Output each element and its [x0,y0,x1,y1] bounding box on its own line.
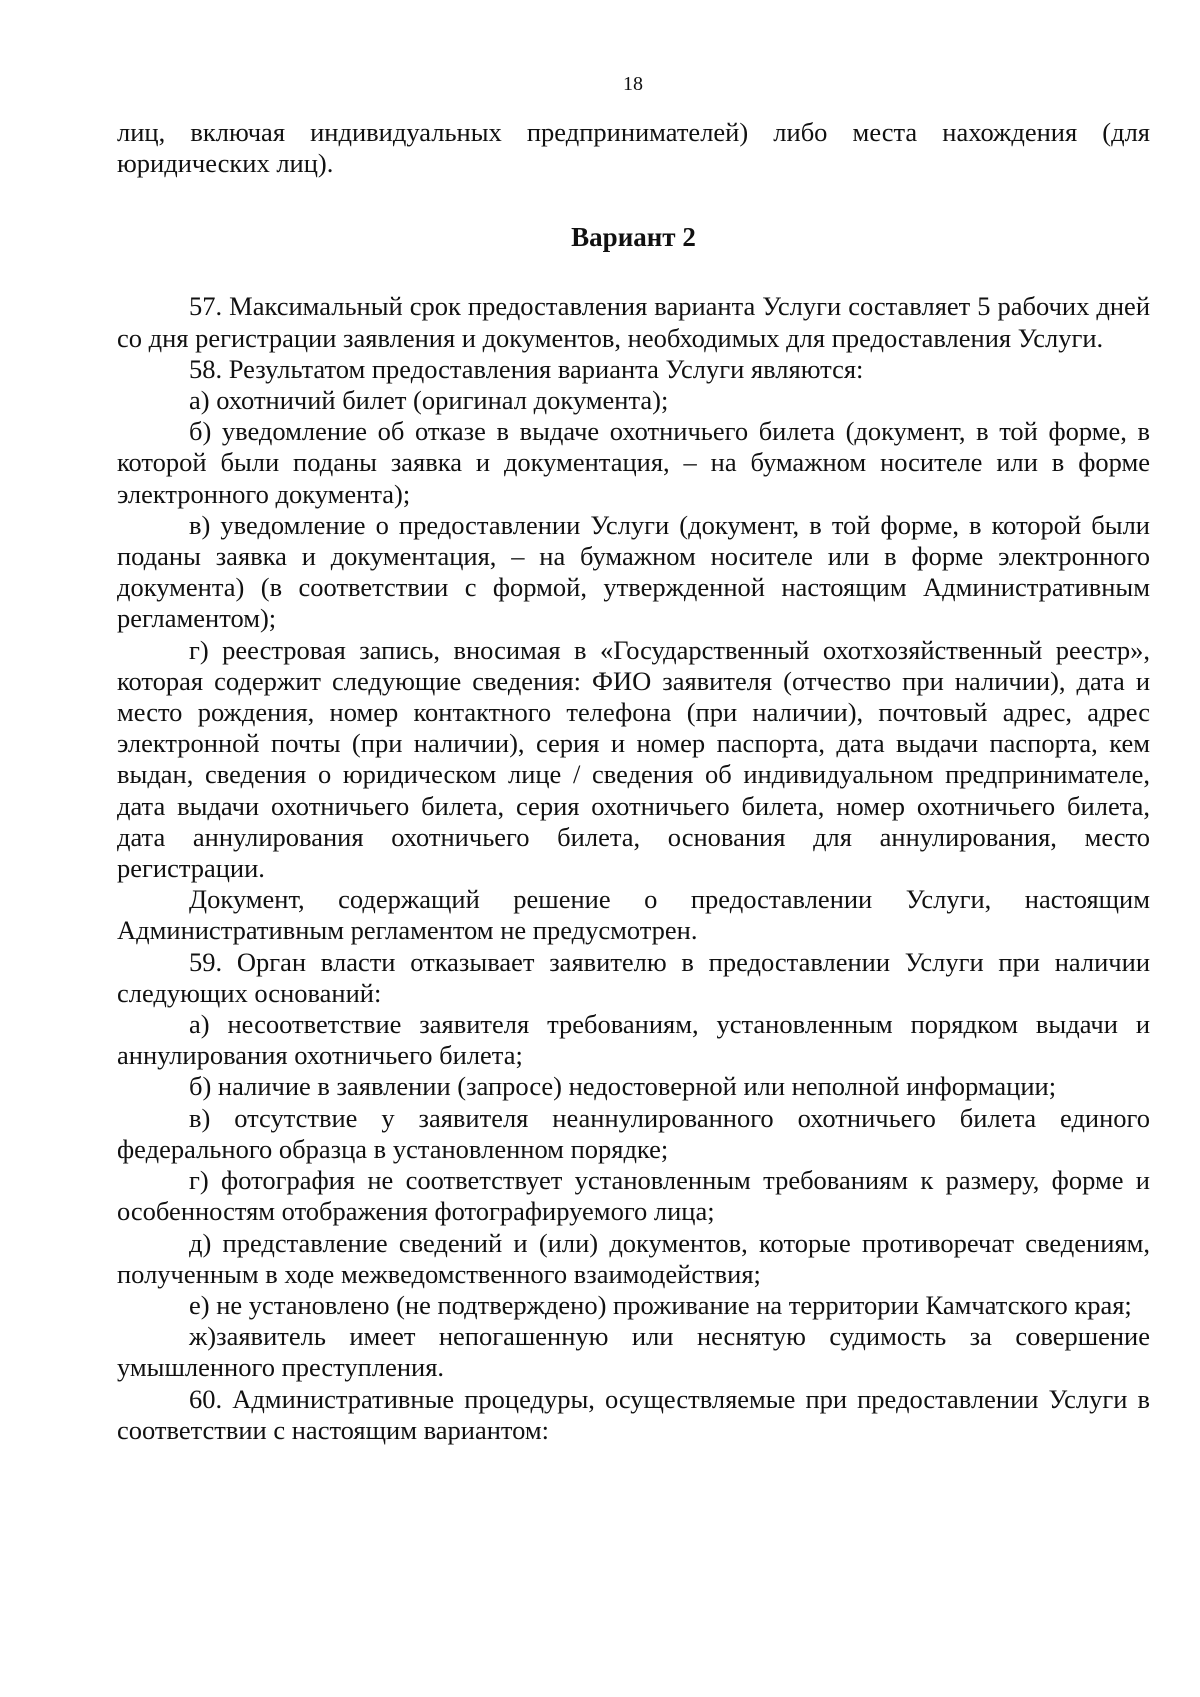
paragraph-58-a: а) охотничий билет (оригинал документа); [189,385,669,416]
lead-paragraph: лиц, включая индивидуальных предпринимателей) либо места нахождения (для юридических лиц). [117,117,1150,179]
paragraph-59-zh: ж)заявитель имеет непогашенную или неснятую судимость за совершение умышленного преступления. [117,1321,1150,1383]
paragraph-decision-document: Документ, содержащий решение о предоставлении Услуги, настоящим Административным регламентом не предусмотрен. [117,884,1150,946]
paragraph-59-g: г) фотография не соответствует установленным требованиям к размеру, форме и особенностям отображения фотографируемого лица; [117,1165,1150,1227]
paragraph-59-e: е) не установлено (не подтверждено) проживание на территории Камчатского края; [189,1289,1132,1320]
document-body [117,117,1150,1446]
paragraph-59-a: а) несоответствие заявителя требованиям, установленным порядком выдачи и аннулирования охотничьего билета; [117,1009,1150,1071]
paragraph-57: 57. Максимальный срок предоставления варианта Услуги составляет 5 рабочих дней со дня регистрации заявления и документов, необходимых для предоставления Услуги. [117,291,1150,353]
paragraph-59-v: в) отсутствие у заявителя неаннулированного охотничьего билета единого федерального образца в установленном порядке; [117,1102,1150,1164]
paragraph-58-v: в) уведомление о предоставлении Услуги (документ, в той форме, в которой были поданы заявка и документация, – на бумажном носителе или в форме электронного документа) (в соответствии с формой, утвержденной настоящим Административным регламентом); [117,509,1150,634]
section-heading: Вариант 2 [571,222,696,253]
paragraph-58: 58. Результатом предоставления варианта Услуги являются: [189,353,864,384]
paragraph-58-b: б) уведомление об отказе в выдаче охотничьего билета (документ, в той форме, в которой были поданы заявка и документация, – на бумажном носителе или в форме электронного документа); [117,416,1150,509]
paragraph-58-g: г) реестровая запись, вносимая в «Государственный охотхозяйственный реестр», которая содержит следующие сведения: ФИО заявителя (отчество при наличии), дата и место рождения, номер контактного телефона (при наличии), почтовый адрес, адрес электронной почты (при наличии), серия и номер паспорта, дата выдачи паспорта, кем выдан, сведения о юридическом лице / сведения об индивидуальном предпринимателе, дата выдачи охотничьего билета, серия охотничьего билета, номер охотничьего билета, дата аннулирования охотничьего билета, основания для аннулирования, место регистрации. [117,634,1150,884]
paragraph-59-d: д) представление сведений и (или) документов, которые противоречат сведениям, полученным в ходе межведомственного взаимодействия; [117,1227,1150,1289]
paragraph-59: 59. Орган власти отказывает заявителю в предоставлении Услуги при наличии следующих оснований: [117,946,1150,1008]
page-number: 18 [623,73,643,95]
paragraph-60: 60. Административные процедуры, осуществляемые при предоставлении Услуги в соответствии с настоящим вариантом: [117,1383,1150,1445]
paragraph-59-b: б) наличие в заявлении (запросе) недостоверной или неполной информации; [189,1071,1057,1102]
